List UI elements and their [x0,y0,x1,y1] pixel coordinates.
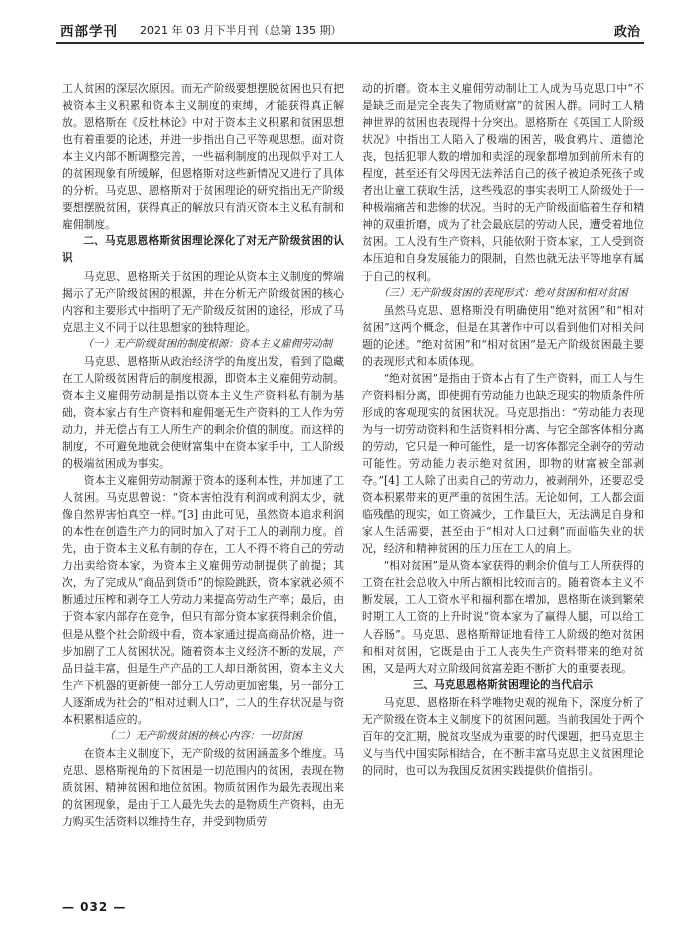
subsection-heading: （二）无产阶级贫困的核心内容：一切贫困 [104,729,302,742]
subsection-heading: （三）无产阶级贫困的表现形式：绝对贫困和相对贫困 [378,286,628,299]
paragraph: 工人贫困的深层次原因。而无产阶级要想摆脱贫困也只有把被资本主义积累和资本主义制度的束缚，才能获得真正解放。恩格斯在《反杜林论》中对于资本主义积累和贫困思想也有着重要的论述，并进一步指出自己平等观思想。面对资本主义内部不断调整完善，一些福利制度的出现似乎对工人的贫困现象有所缓解，但恩格斯对这些新情况又进行了具体的分析。马克思、恩格斯对于贫困理论的研究指出无产阶级要想摆脱贫困，获得真正的解放只有消灭资本主义私有制和雇佣制度。 [62,82,344,232]
page-number: — 032 — [62,900,127,914]
section-heading: 三、马克思恩格斯贫困理论的当代启示 [412,678,594,691]
paragraph: 在资本主义制度下，无产阶级的贫困涵盖多个维度。马克思、恩格斯视角的下贫困是一切范围内的贫困，表现在物质贫困、精神贫困和地位贫困。物质贫困作为最先表现出来的贫困现象，是由于工人最先失去的是物质生产资料，由无力购买生活资料以维持生存，并受到物质劳 [62,746,344,829]
issue-info: 2021 年 03 月下半月刊（总第 135 期） [140,24,342,37]
left-column [62,80,344,830]
paragraph: “绝对贫困”是指由于资本占有了生产资料，而工人与生产资料相分离，即使拥有劳动能力也缺乏现实的物质条件所形成的客观现实的贫困状况。马克思指出：“劳动能力表现为与一切劳动资料和生活资料相分离、与它全部客体相分离的劳动，它只是一种可能性，是一切客体都完全剥夺的劳动可能性。劳动能力表示绝对贫困，即物的财富被全部剥夺。”[4] 工人除了出卖自己的劳动力，被剥削外，还要忍受资本积累带来的更严重的贫困生活。无论如何，工人都会面临残酷的现实，如工资减少，工作量巨大，无法满足自身和家人生活需要，甚至由于“相对人口过剩”而面临失业的状况，经济和精神贫困的压力压在工人的肩上。 [362,371,644,556]
paragraph: 马克思、恩格斯关于贫困的理论从资本主义制度的弊端揭示了无产阶级贫困的根源，并在分析无产阶级贫困的核心内容和主要形式中指明了无产阶级反贫困的途径，形成了马克思主义不同于以往思想家的独特理论。 [62,269,344,334]
journal-name: 西部学刊 [60,24,118,40]
paragraph: 马克思、恩格斯从政治经济学的角度出发，看到了隐藏在工人阶级贫困背后的制度根源，即资本主义雇佣劳动制。资本主义雇佣劳动制是指以资本主义生产资料私有制为基础，资本家占有生产资料和雇佣毫无生产资料的工人作为劳动力，并无偿占有工人所生产的剩余价值的制度。而这样的制度，不可避免地就会使财富集中在资本家手中，工人阶级的极端贫困成为事实。 [62,354,344,471]
paragraph: 动的折磨。资本主义雇佣劳动制让工人成为马克思口中“不是缺乏而是完全丧失了物质财富”的贫困人群。同时工人精神世界的贫困也表现得十分突出。恩格斯在《英国工人阶级状况》中指出工人陷入了极端的困苦，吸食鸦片、道德沦丧，包括犯罪人数的增加和卖淫的现象都增加到前所未有的程度，甚至还有父母因无法养活自己的孩子被迫杀死孩子或者出让童工获取生活，这些残忍的事实表明工人阶级处于一种极端痛苦和悲惨的状况。当时的无产阶级面临着生存和精神的双重折磨，成为了社会最底层的劳动人民，遭受着地位贫困。工人没有生产资料，只能依附于资本家，工人受到资本压迫和自身发展能力的限制，自然也就无法平等地享有属于自己的权利。 [362,82,644,283]
section-name: 政治 [613,25,640,40]
paragraph: 资本主义雇佣劳动制源于资本的逐利本性，并加速了工人贫困。马克思曾说：“资本害怕没有利润或利润太少，就像自然界害怕真空一样。”[3] 由此可见，虽然资本追求利润的本性在创造生产力的同时加入了对于工人的剥削力度。首先，由于资本主义私有制的存在，工人不得不将自己的劳动力出卖给资本家，为资本主义雇佣劳动制提供了前提；其次，为了完成从“商品到货币”的惊险跳跃，资本家就必须不断通过压榨和剥夺工人劳动力来提高劳动生产率；最后，由于资本家内部存在竞争，但只有部分资本家获得剩余价值，但是从整个社会阶级中看，资本家通过提高商品价格，进一步加剧了工人贫困状况。随着资本主义经济不断的发展，产品日益丰富，但是生产产品的工人却日渐贫困，资本主义大生产下机器的更新使一部分工人劳动更加密集，另一部分工人逐渐成为社会的“相对过剩人口”，二人的生存状况是与资本积累相适应的。 [62,474,344,726]
right-column [362,80,644,779]
page-header [56,18,644,44]
subsection-heading: （一）无产阶级贫困的制度根源：资本主义雇佣劳动制 [82,337,333,350]
paragraph: 虽然马克思、恩格斯没有明确使用“绝对贫困”和“相对贫困”这两个概念，但是在其著作中可以看到他们对相关问题的论述。“绝对贫困”和“相对贫困”是无产阶级贫困最主要的表现形式和本质体现。 [362,303,644,368]
section-heading: 二、马克思恩格斯贫困理论深化了对无产阶级贫困的认识 [62,235,344,265]
paragraph: “相对贫困”是从资本家获得的剩余价值与工人所获得的工资在社会总收入中所占额相比较而言的。随着资本主义不断发展，工人工资水平和福利都在增加，恩格斯在谈到繁荣时期工人工资的上升时说“资本家为了赢得人腿，可以给工人吞肠”。马克思、恩格斯辩证地看待工人阶级的绝对贫困和相对贫困，它既是由于工人丧失生产资料带来的绝对贫困，又是两大对立阶级间贫富差距不断扩大的重要表现。 [362,559,644,675]
paragraph: 马克思、恩格斯在科学唯物史观的视角下，深度分析了无产阶级在资本主义制度下的贫困问题。当前我国处于两个百年的交汇期，脱贫攻坚成为重要的时代课题，把马克思主义与当代中国实际相结合，在不断丰富马克思主义贫困理论的同时，也可以为我国反贫困实践提供价值指引。 [362,695,644,777]
